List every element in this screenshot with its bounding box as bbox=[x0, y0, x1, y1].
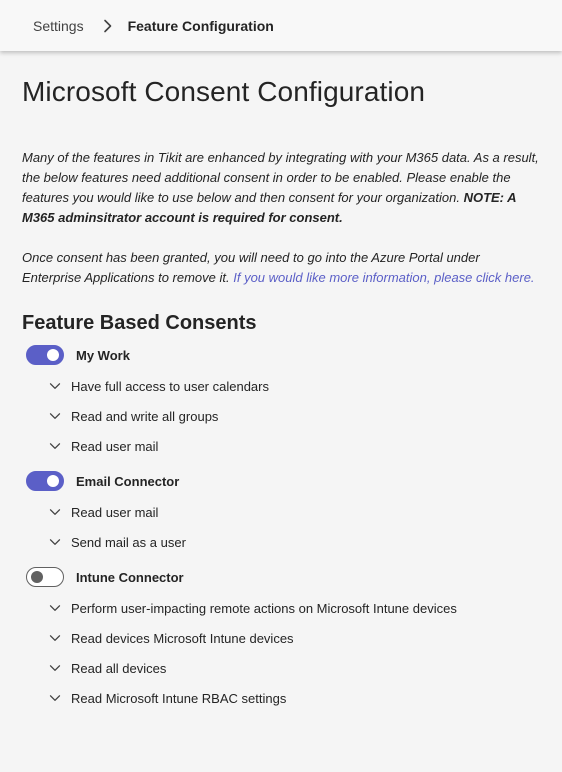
permission-item[interactable] bbox=[49, 371, 542, 401]
chevron-down-icon bbox=[49, 632, 61, 644]
chevron-down-icon bbox=[49, 602, 61, 614]
toggle-knob bbox=[47, 475, 59, 487]
permission-item[interactable] bbox=[49, 497, 542, 527]
feature-name: Email Connector bbox=[76, 473, 180, 489]
permission-label: Read user mail bbox=[71, 504, 159, 520]
permission-item[interactable] bbox=[49, 593, 542, 623]
breadcrumb-current: Feature Configuration bbox=[127, 17, 274, 34]
feature-toggle[interactable] bbox=[26, 471, 64, 491]
chevron-down-icon bbox=[49, 380, 61, 392]
feature-group bbox=[22, 469, 542, 557]
permission-list bbox=[22, 497, 542, 557]
intro-note: NOTE: A M365 adminsitrator account is required for consent. bbox=[22, 190, 517, 225]
permission-label: Send mail as a user bbox=[71, 534, 186, 550]
feature-row bbox=[26, 343, 542, 367]
more-info-link[interactable]: If you would like more information, please click here. bbox=[233, 270, 535, 285]
permission-label: Read and write all groups bbox=[71, 408, 219, 424]
intro-text: Many of the features in Tikit are enhanced by integrating with your M365 data. As a result, the below features need additional consent in order to be enabled. Please enable the features you would like to use below and then consent for your organization. bbox=[22, 150, 539, 205]
removal-text: Once consent has been granted, you will need to go into the Azure Portal under Enterprise Applications to remove it. bbox=[22, 250, 480, 285]
chevron-down-icon bbox=[49, 440, 61, 452]
chevron-right-icon bbox=[102, 19, 114, 33]
permission-list bbox=[22, 593, 542, 713]
chevron-down-icon bbox=[49, 506, 61, 518]
permission-list bbox=[22, 371, 542, 461]
feature-name: My Work bbox=[76, 347, 130, 363]
permission-item[interactable] bbox=[49, 431, 542, 461]
breadcrumb-settings-link[interactable]: Settings bbox=[33, 17, 84, 34]
permission-label: Read all devices bbox=[71, 660, 167, 676]
section-title: Feature Based Consents bbox=[22, 312, 257, 334]
feature-name: Intune Connector bbox=[76, 569, 184, 585]
feature-row bbox=[26, 469, 542, 493]
feature-row bbox=[26, 565, 542, 589]
permission-label: Read user mail bbox=[71, 438, 159, 454]
feature-toggle[interactable] bbox=[26, 345, 64, 365]
toggle-knob bbox=[47, 349, 59, 361]
main-content bbox=[22, 51, 542, 713]
permission-label: Perform user-impacting remote actions on Microsoft Intune devices bbox=[71, 600, 457, 616]
feature-list bbox=[22, 343, 542, 713]
feature-group bbox=[22, 343, 542, 461]
intro-paragraph bbox=[22, 148, 542, 228]
permission-label: Read Microsoft Intune RBAC settings bbox=[71, 690, 287, 706]
permission-item[interactable] bbox=[49, 623, 542, 653]
permission-label: Have full access to user calendars bbox=[71, 378, 269, 394]
breadcrumb bbox=[0, 0, 562, 51]
chevron-down-icon bbox=[49, 536, 61, 548]
chevron-down-icon bbox=[49, 692, 61, 704]
removal-paragraph bbox=[22, 248, 542, 288]
toggle-knob bbox=[31, 571, 43, 583]
permission-item[interactable] bbox=[49, 653, 542, 683]
permission-item[interactable] bbox=[49, 683, 542, 713]
permission-item[interactable] bbox=[49, 401, 542, 431]
chevron-down-icon bbox=[49, 662, 61, 674]
page-title: Microsoft Consent Configuration bbox=[22, 76, 426, 107]
chevron-down-icon bbox=[49, 410, 61, 422]
feature-toggle[interactable] bbox=[26, 567, 64, 587]
permission-item[interactable] bbox=[49, 527, 542, 557]
feature-group bbox=[22, 565, 542, 713]
permission-label: Read devices Microsoft Intune devices bbox=[71, 630, 294, 646]
